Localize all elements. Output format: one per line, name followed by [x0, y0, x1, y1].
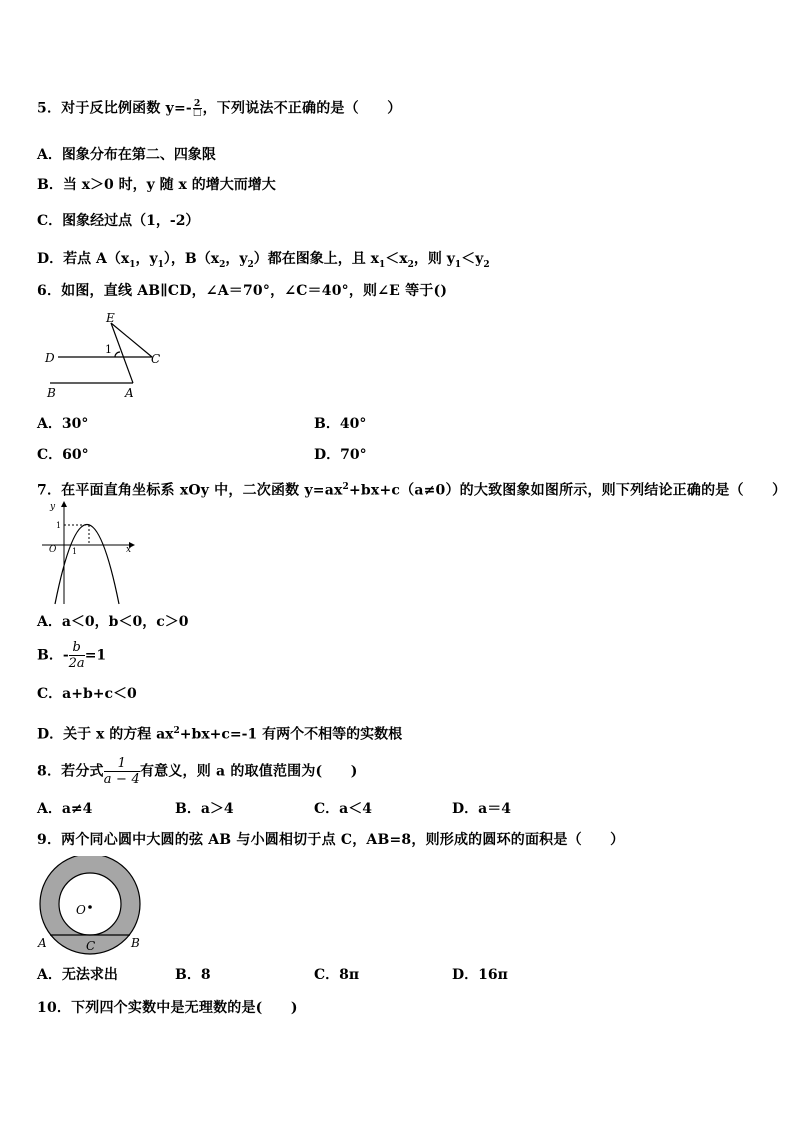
- q5-option-d: D．若点 $A(x_1$，$y_1$），$B(x_2$，$y_2$）都在图象上，且 $x_1<x_2$，则 $y_1<y_2$: [37, 251, 490, 270]
- q7-stem: 7．在平面直角坐标系 xOy 中，二次函数 $y=ax^2+bx+c(a\ne 0)$的大致图象如图所示，则下列结论正确的是（ ）: [37, 482, 787, 499]
- q5-fraction: $\frac{2}{□}$: [192, 99, 202, 118]
- q6-option-b: B．40°: [314, 416, 367, 432]
- q9-option-d: D．16π: [452, 967, 508, 983]
- label-b: B: [47, 386, 56, 400]
- q6-option-d: D．70°: [314, 447, 367, 463]
- q9-annulus-figure: [36, 856, 146, 956]
- q9-option-b: B．8: [175, 967, 211, 983]
- label-e: E: [106, 311, 115, 325]
- q7-option-d: D．关于 x 的方程 $ax^2+bx+c=-1$ 有两个不相等的实数根: [37, 726, 403, 743]
- q5-option-c: C．图象经过点（1，-2）: [37, 213, 200, 229]
- label-c: C: [86, 939, 96, 953]
- angle-1-arc: [115, 352, 120, 357]
- q6-option-a: A．30°: [37, 416, 89, 432]
- label-a: A: [38, 936, 47, 950]
- q8-fraction: $\frac{1}{a - 4}$: [103, 756, 140, 787]
- q5-option-b: B．当 x＞0 时，y 随 x 的增大而增大: [37, 177, 276, 193]
- center-dot: [88, 905, 92, 909]
- q8-option-d: D．a＝4: [452, 801, 511, 817]
- q8-option-c: C．a＜4: [314, 801, 372, 817]
- parabola-curve: [55, 525, 119, 605]
- q5-option-a: A．图象分布在第二、四象限: [37, 147, 216, 163]
- small-circle: [59, 873, 121, 935]
- label-1: 1: [105, 343, 112, 356]
- q10-stem: 10．下列四个实数中是无理数的是( ): [37, 1000, 298, 1016]
- label-a: A: [125, 386, 134, 400]
- label-d: D: [45, 351, 55, 365]
- q8-stem: 8．若分式 $\frac{1}{a - 4}$ 有意义，则 a 的取值范围为( ): [37, 756, 358, 787]
- q6-stem: 6．如图，直线 AB∥CD，∠A＝70°，∠C＝40°，则∠E 等于(): [37, 283, 448, 299]
- q7-parabola-figure: [40, 500, 140, 608]
- q6-figure: [40, 310, 170, 402]
- label-o: O: [76, 903, 86, 917]
- label-c: C: [151, 352, 161, 366]
- q9-option-c: C．8π: [314, 967, 360, 983]
- label-y-one: 1: [56, 521, 62, 530]
- label-b: B: [131, 936, 140, 950]
- q7-option-a: A．a＜0，b＜0，c＞0: [37, 614, 189, 630]
- q5-stem: 5．对于反比例函数 y=- $\frac{2}{□}$ ，下列说法不正确的是（ ）: [37, 99, 402, 118]
- label-origin: O: [49, 545, 57, 555]
- label-x: x: [126, 545, 132, 555]
- label-x-one: 1: [72, 547, 78, 556]
- q9-stem: 9．两个同心圆中大圆的弦 AB 与小圆相切于点 C，AB=8，则形成的圆环的面积是（ ）: [37, 832, 625, 848]
- q8-option-a: A．a≠4: [37, 801, 93, 817]
- q7-option-c: C．a+b+c＜0: [37, 686, 137, 702]
- q6-option-c: C．60°: [37, 447, 89, 463]
- q9-option-a: A．无法求出: [37, 967, 118, 983]
- q8-option-b: B．a＞4: [175, 801, 234, 817]
- q7-option-b: B．- $\frac{b}{2a}$ =1: [37, 640, 107, 671]
- q7-b-fraction: $\frac{b}{2a}$: [68, 640, 85, 671]
- label-y: y: [50, 502, 56, 512]
